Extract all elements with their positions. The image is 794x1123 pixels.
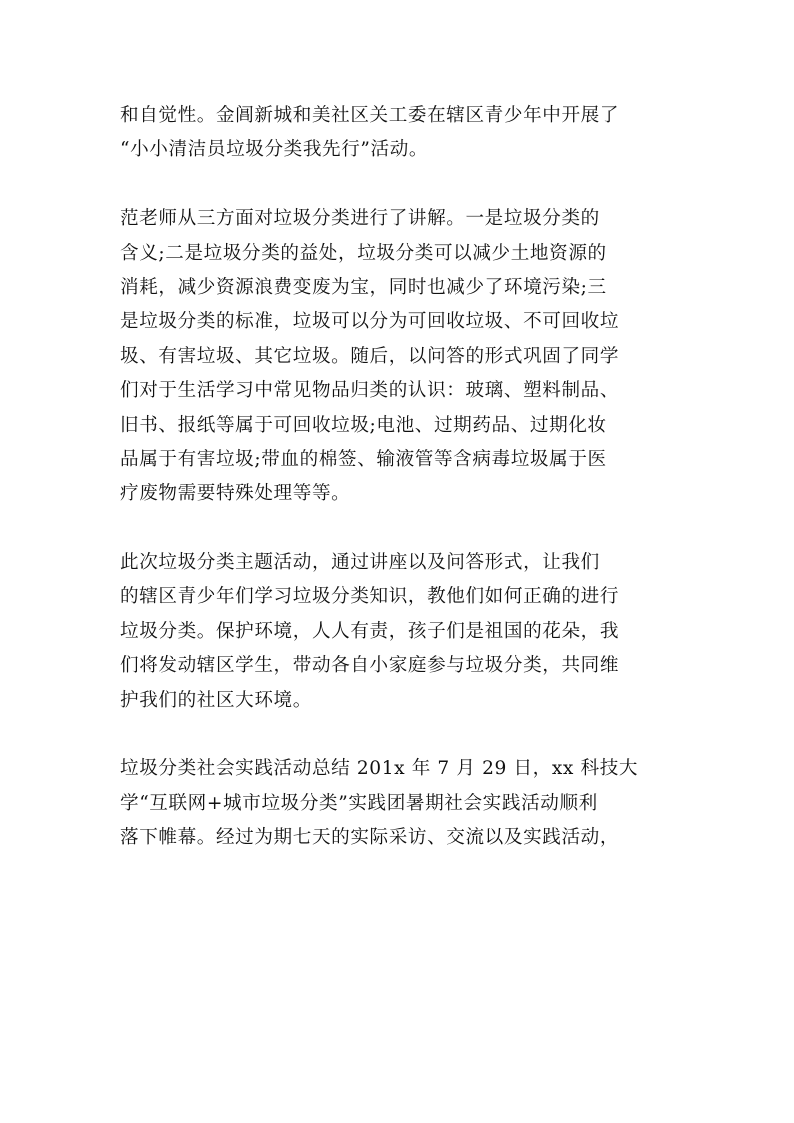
paragraph-spacer (120, 718, 680, 752)
paragraph-4 (120, 752, 680, 855)
paragraph-spacer (120, 168, 680, 202)
text-line: 们将发动辖区学生，带动各自小家庭参与垃圾分类，共同维 (120, 655, 620, 677)
text-line: 的辖区青少年们学习垃圾分类知识，教他们如何正确的进行 (120, 586, 620, 608)
text-line: 垃圾分类。保护环境，人人有责，孩子们是祖国的花朵，我 (120, 620, 620, 642)
text-line: 们对于生活学习中常见物品归类的认识：玻璃、塑料制品、 (120, 380, 620, 402)
text-line: 疗废物需要特殊处理等等。 (120, 483, 351, 505)
paragraph-1 (120, 99, 680, 168)
text-line: 品属于有害垃圾;带血的棉签、输液管等含病毒垃圾属于医 (120, 448, 607, 470)
paragraph-2 (120, 202, 680, 512)
paragraph-spacer (120, 512, 680, 546)
text-line: 旧书、报纸等属于可回收垃圾;电池、过期药品、过期化妆 (120, 414, 607, 436)
text-line: 含义;二是垃圾分类的益处，垃圾分类可以减少土地资源的 (120, 242, 607, 264)
text-line: 圾、有害垃圾、其它垃圾。随后，以问答的形式巩固了同学 (120, 345, 620, 367)
text-line: 垃圾分类社会实践活动总结 201x 年 7 月 29 日，xx 科技大 (120, 758, 639, 780)
text-line: 是垃圾分类的标准，垃圾可以分为可回收垃圾、不可回收垃 (120, 311, 620, 333)
text-line: 护我们的社区大环境。 (120, 689, 312, 711)
paragraph-3 (120, 546, 680, 718)
text-line: 此次垃圾分类主题活动，通过讲座以及问答形式，让我们 (120, 552, 600, 574)
text-line: 学“互联网+城市垃圾分类”实践团暑期社会实践活动顺利 (120, 792, 598, 814)
text-line: 范老师从三方面对垃圾分类进行了讲解。一是垃圾分类的 (120, 208, 600, 230)
text-line: 消耗，减少资源浪费变废为宝，同时也减少了环境污染;三 (120, 276, 607, 298)
text-line: “小小清洁员垃圾分类我先行”活动。 (120, 139, 429, 161)
text-line: 和自觉性。金阊新城和美社区关工委在辖区青少年中开展了 (120, 105, 620, 126)
text-line: 落下帷幕。经过为期七天的实际采访、交流以及实践活动， (120, 827, 620, 849)
document-body (120, 99, 680, 856)
